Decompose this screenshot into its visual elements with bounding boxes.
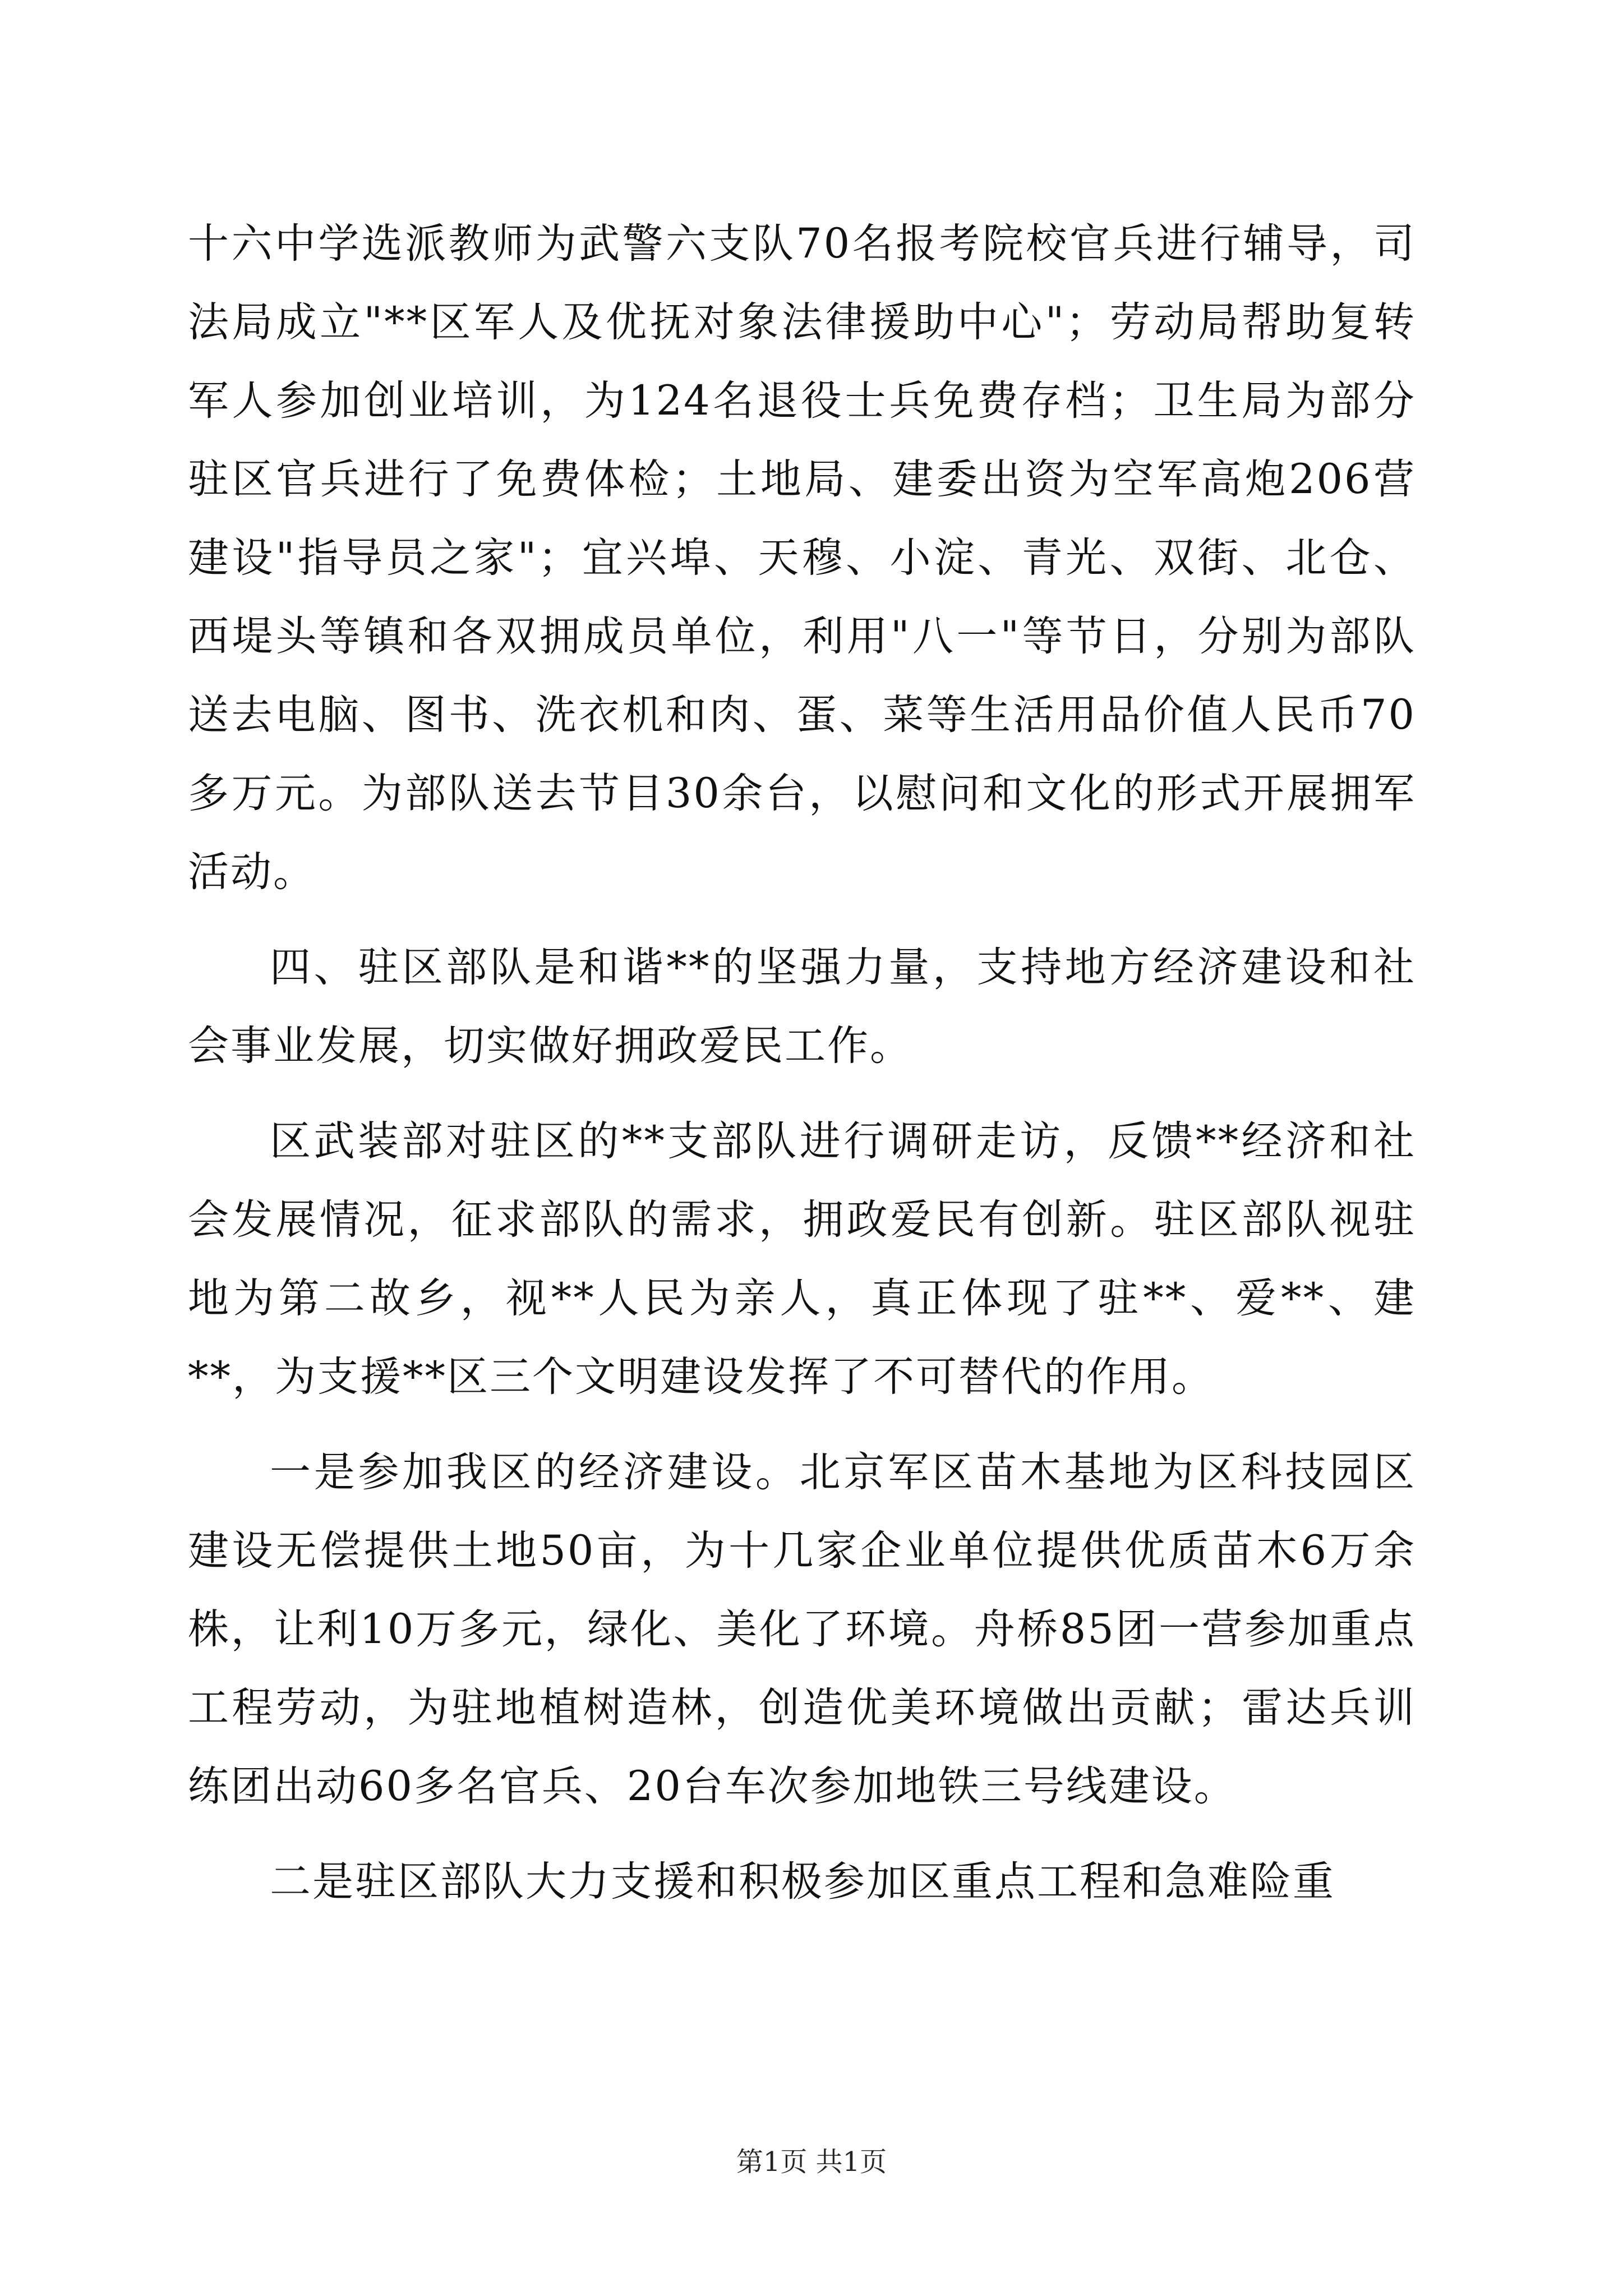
paragraph-key-projects: 二是驻区部队大力支援和积极参加区重点工程和急难险重 <box>270 1858 1335 1906</box>
paragraph-armed-forces-department: 区武装部对驻区的**支部队进行调研走访，反馈**经济和社会发展情况，征求部队的需求，拥政爱民有创新。驻区部队视驻地为第二故乡，视**人民为亲人，真正体现了驻**、爱**、建**，为支援**区三个文明建设发挥了不可替代的作用。 <box>188 1117 1416 1401</box>
page-footer: 第1页 共1页 <box>736 2146 887 2178</box>
paragraph-economic-construction: 一是参加我区的经济建设。北京军区苗木基地为区科技园区建设无偿提供土地50亩，为十几家企业单位提供优质苗木6万余株，让利10万多元，绿化、美化了环境。舟桥85团一营参加重点工程劳动，为驻地植树造林，创造优美环境做出贡献；雷达兵训练团出动60多名官兵、20台车次参加地铁三号线建设。 <box>188 1448 1416 1810</box>
paragraph-section-four-heading: 四、驻区部队是和谐**的坚强力量，支持地方经济建设和社会事业发展，切实做好拥政爱民工作。 <box>188 944 1416 1070</box>
paragraph-continuation: 十六中学选派教师为武警六支队70名报考院校官兵进行辅导，司法局成立"**区军人及优抚对象法律援助中心"；劳动局帮助复转军人参加创业培训，为124名退役士兵免费存档；卫生局为部分驻区官兵进行了免费体检；土地局、建委出资为空军高炮206营建设"指导员之家"；宜兴埠、天穆、小淀、青光、双街、北仓、西堤头等镇和各双拥成员单位，利用"八一"等节日，分别为部队送去电脑、图书、洗衣机和肉、蛋、菜等生活用品价值人民币70多万元。为部队送去节目30余台，以慰问和文化的形式开展拥军活动。 <box>188 220 1416 896</box>
document-body <box>188 205 1416 1921</box>
